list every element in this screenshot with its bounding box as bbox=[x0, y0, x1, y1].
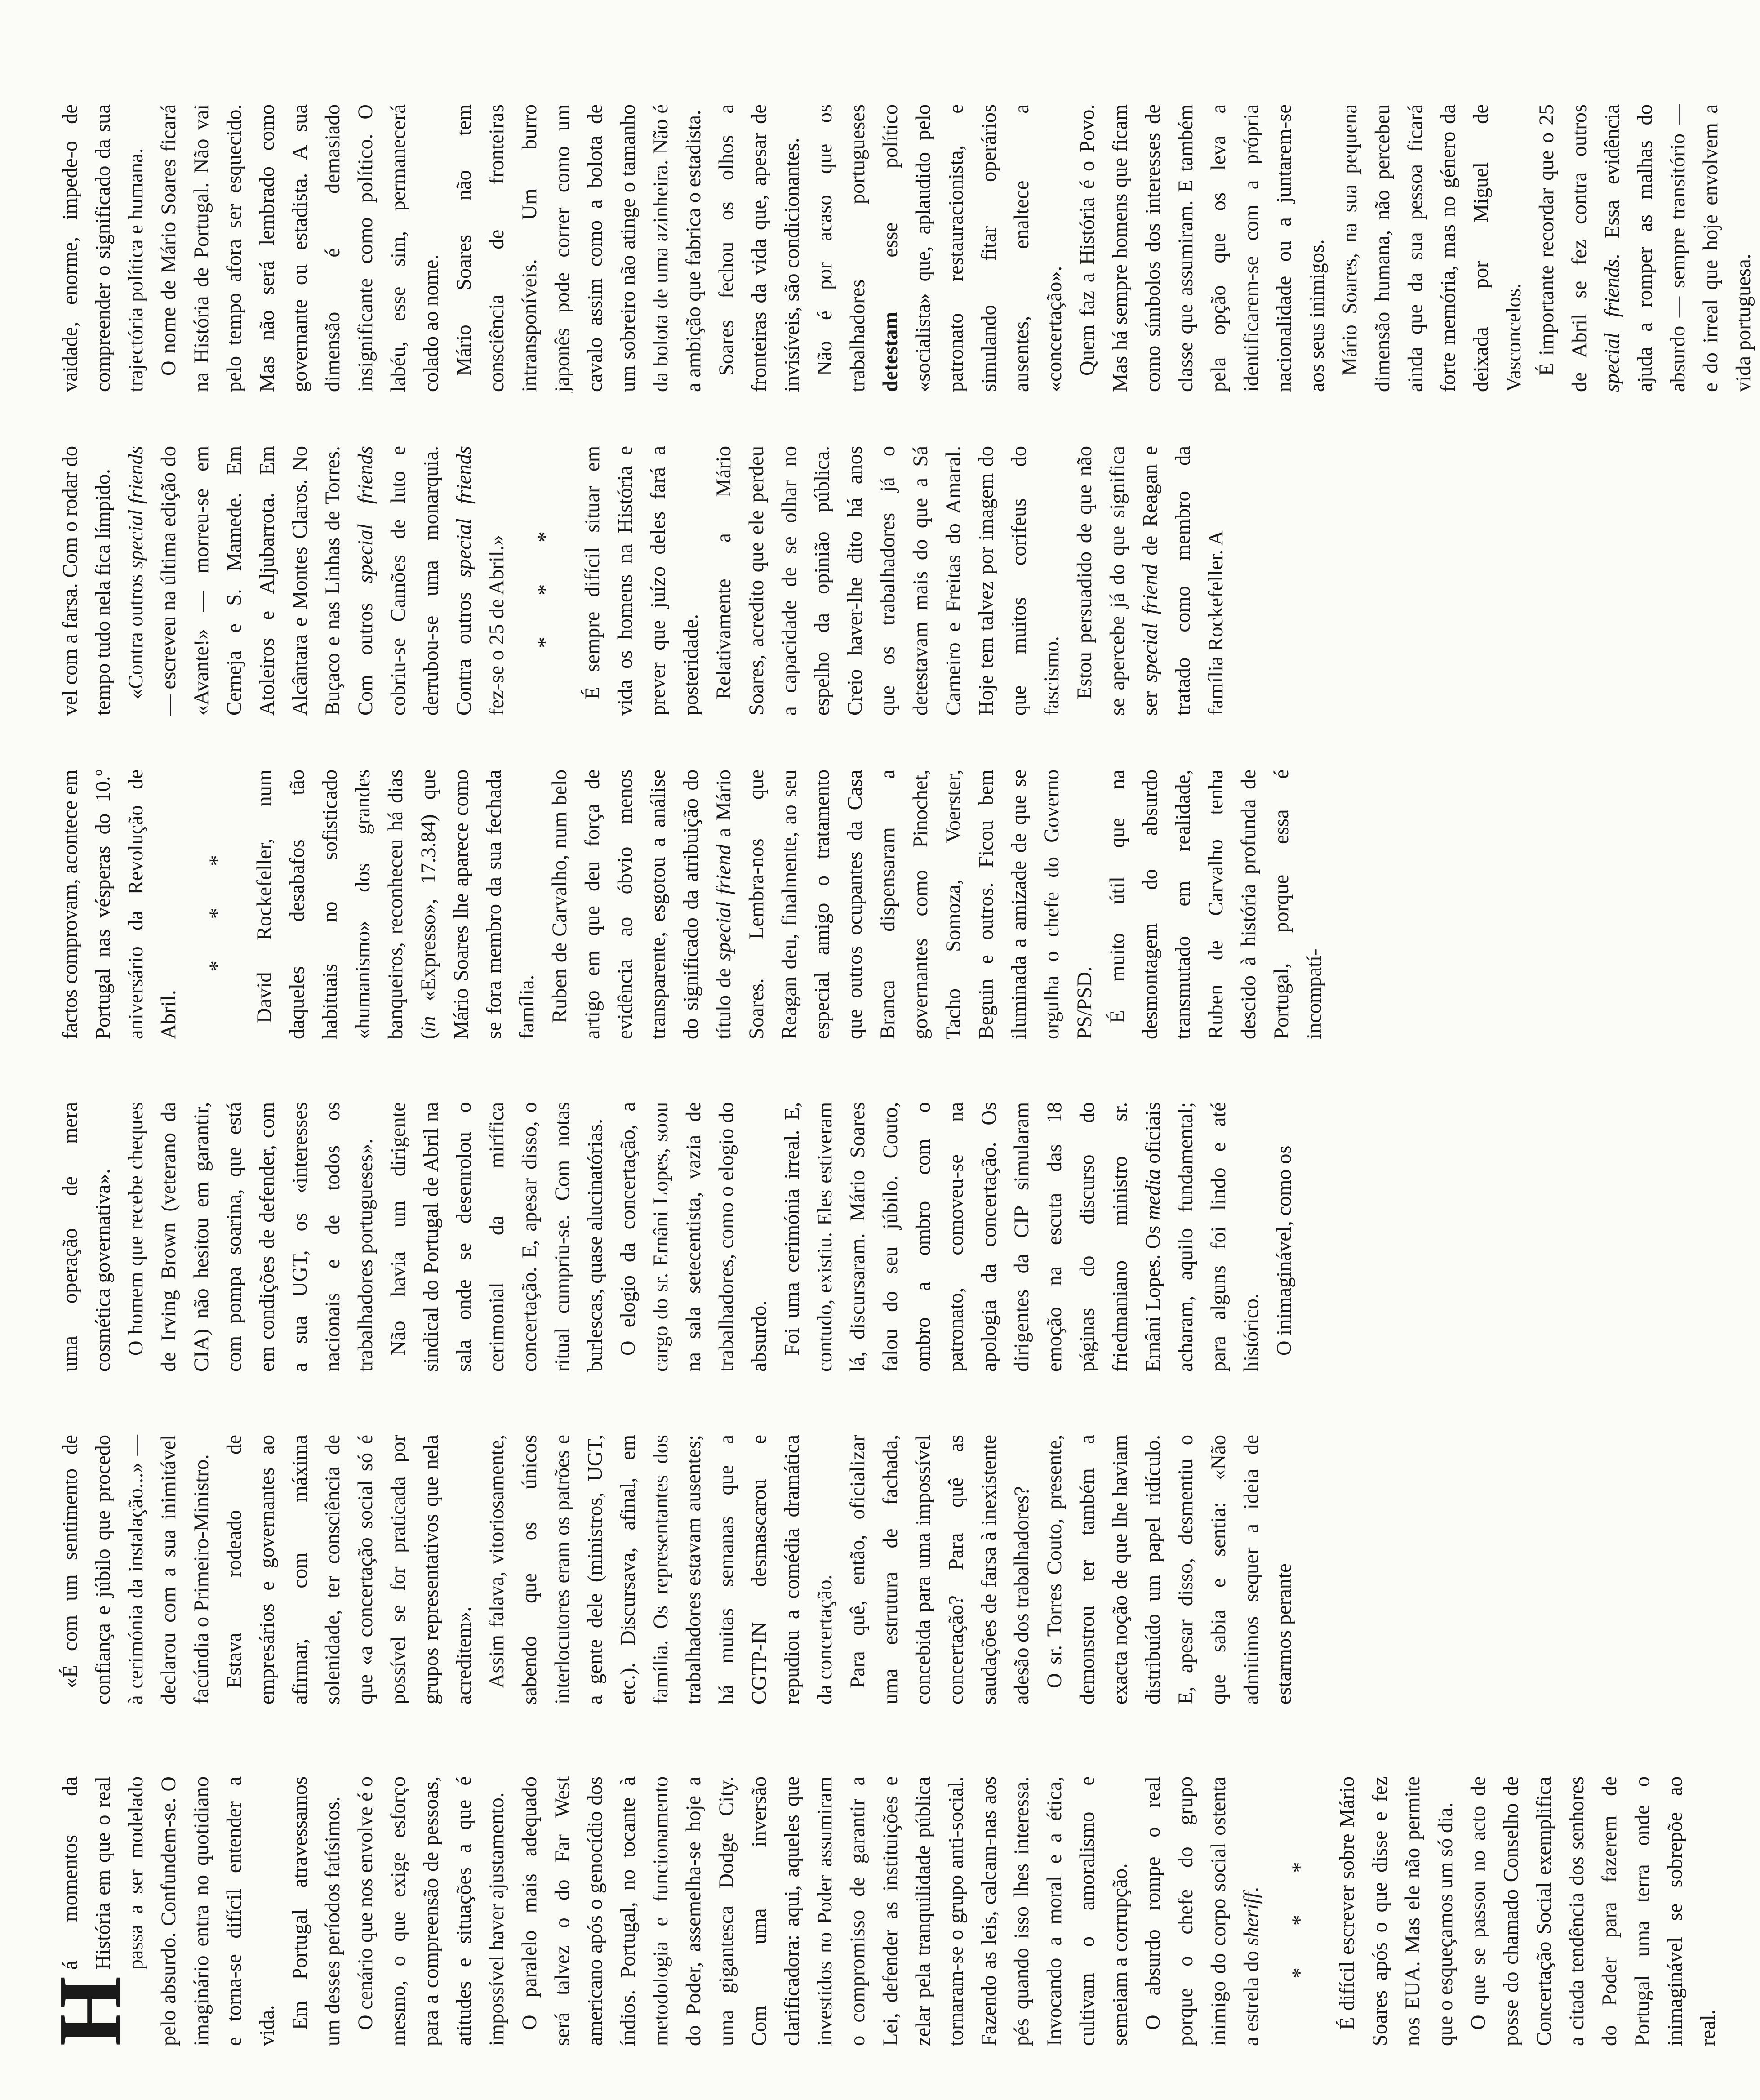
paragraph: É difícil escrever sobre Mário Soares após o que disse e fez nos EUA. Mas ele não permite que o esqueçamos um só dia. bbox=[1336, 1776, 1457, 2046]
paragraph: Quem faz a História é o Povo. Mas há sempre homens que ficam como símbolos dos interesses de classe que assumiram. E também pela opção que os leva a identificarem-se com a própria nacionalidade ou a juntarem-se aos seus inimigos. bbox=[1076, 104, 1329, 392]
paragraph: Mário Soares não tem consciência de fronteiras intransponíveis. Um burro japonês pode correr como um cavalo assim como a bolota de um sobreiro não atinge o tamanho da bolota de uma azinheira. Não é a ambição que fabrica o estadista. bbox=[453, 104, 705, 392]
paragraph: É muito útil que na desmontagem do absurdo transmutado em realidade, Ruben de Carvalho tenha descido à história profunda de Portugal, porque essa é incompatí- bbox=[1106, 770, 1326, 1039]
paragraph: O elogio da concertação, a cargo do sr. Ernâni Lopes, soou na sala setecentista, vazia de trabalhadores, como o elogio do absurdo. bbox=[617, 1102, 771, 1372]
paragraph: Relativamente a Mário Soares, acredito que ele perdeu a capacidade de se olhar no espelho da opinião pública. Creio haver-lhe dito há anos que os trabalhadores já o detestavam mais do que a Sá Carneiro e Freitas do Amaral. Hoje tem talvez por imagem do que muitos corifeus do fascismo. bbox=[712, 446, 1063, 716]
paragraph: vel com a farsa. Com o rodar do tempo tudo nela fica límpido. bbox=[59, 446, 115, 716]
paragraph: Não havia um dirigente sindical do Portugal de Abril na sala onde se desenrolou o cerimonial da mirífica concertação. E, apesar disso, o ritual cumpriu-se. Com notas burlescas, quase alucinatórias. bbox=[387, 1102, 607, 1372]
paragraph: O cenário que nos envolve é o mesmo, o que exige esforço para a compreensão de pessoas, atitudes e situações a que é impossível haver ajustamento. bbox=[354, 1776, 508, 2046]
paragraph: Mário Soares, na sua pequena dimensão humana, não percebeu ainda que da sua pessoa ficará forte memória, mas no género da deixada por Miguel de Vasconcelos. bbox=[1338, 104, 1525, 392]
paragraph: Estava rodeado de empresários e governantes ao afirmar, com máxima solenidade, ter consciência de que «a concertação social só é possível se for praticada por grupos representativos que nela acreditem». bbox=[223, 1435, 476, 1704]
paragraph: O homem que recebe cheques de Irving Brown (veterano da CIA) não hesitou em garantir, com pompa soarina, que está em condições de defender, com a sua UGT, os «interesses nacionais e de todos os trabalhadores portugueses». bbox=[124, 1102, 377, 1372]
paragraph: O que se passou no acto de posse do chamado Conselho de Concertação Social exemplifica a citada tendência dos senhores do Poder para fazerem de Portugal uma terra onde o inimaginável se sobrepõe ao real. bbox=[1467, 1776, 1720, 2046]
article-column-1 bbox=[40, 1776, 1724, 2046]
paragraph: É importante recordar que o 25 de Abril se fez contra outros special friends. Essa evidência ajuda a romper as malhas do absurdo — sempre transitório — e do irreal que hoje envolvem a vida portuguesa. bbox=[1535, 104, 1755, 392]
paragraph: O sr. Torres Couto, presente, demonstrou ter também a exacta noção de que lhe haviam distribuído um papel ridículo. E, apesar disso, desmentiu o que sabia e sentia: «Não admitimos sequer a ideia de estarmos perante bbox=[1043, 1435, 1296, 1704]
drop-cap: H bbox=[40, 1976, 140, 2046]
paragraph: H á momentos da História em que o real passa a ser modelado pelo absurdo. Confundem-se. O imaginário entra no quotidiano e torna-se difícil entender a vida. bbox=[40, 1776, 279, 2046]
article-column-5 bbox=[54, 446, 1232, 716]
article-column-6 bbox=[54, 104, 1760, 392]
paragraph: uma operação de mera cosmética governativa». bbox=[59, 1102, 115, 1372]
paragraph: Assim falava, vitoriosamente, sabendo que os únicos interlocutores eram os patrões e a gente dele (ministros, UGT, etc.). Discursava, afinal, em família. Os representantes dos trabalhadores estavam ausentes; há muitas semanas que a CGTP-IN desmascarou e repudiou a comédia dramática da concertação. bbox=[485, 1435, 836, 1704]
article-column-2 bbox=[54, 1435, 1301, 1704]
section-separator: * * * bbox=[532, 513, 557, 648]
paragraph: O absurdo rompe o real porque o chefe do grupo inimigo do corpo social ostenta a estrela do sheriff. bbox=[1142, 1776, 1263, 2046]
paragraph: Foi uma cerimónia irreal. E, contudo, existiu. Eles estiveram lá, discursaram. Mário Soares falou do seu júbilo. Couto, ombro a ombro com o patronato, comoveu-se na apologia da concertação. Os dirigentes da CIP simularam emoção na escuta das 18 páginas do discurso do friedmaniano ministro sr. Ernâni Lopes. Os media oficiais acharam, aquilo fundamental; para alguns foi lindo e até histórico. bbox=[781, 1102, 1263, 1372]
paragraph: Para quê, então, oficializar uma estrutura de fachada, concebida para uma impossível concertação? Para quê as saudações de farsa à inexistente adesão dos trabalhadores? bbox=[846, 1435, 1033, 1704]
paragraph: «É com um sentimento de confiança e júbilo que procedo à cerimónia da instalação...» — declarou com a sua inimitável facúndia o Primeiro-Ministro. bbox=[59, 1435, 213, 1704]
paragraph: Em Portugal atravessamos um desses períodos fatísimos. bbox=[289, 1776, 344, 2046]
section-separator: * * * bbox=[1287, 1844, 1312, 1979]
paragraph: Ruben de Carvalho, num belo artigo em que deu força de evidência ao óbvio menos transparente, esgotou a análise do significado da atribuição do título de special friend a Mário Soares. Lembra-nos que Reagan deu, finalmente, ao seu especial amigo o tratamento que outros ocupantes da Casa Branca dispensaram a governantes como Pinochet, Tacho Somoza, Voerster, Beguin e outros. Ficou bem iluminada a amizade de que se orgulha o chefe do Governo PS/PSD. bbox=[548, 770, 1096, 1039]
paragraph: Soares fechou os olhos a fronteiras da vida que, apesar de invisíveis, são condicionantes. bbox=[715, 104, 804, 392]
paragraph: vaidade, enorme, impede-o de compreender o significado da sua trajectória política e humana. bbox=[59, 104, 147, 392]
article-column-3 bbox=[54, 1102, 1301, 1372]
paragraph: O nome de Mário Soares ficará na História de Portugal. Não vai pelo tempo afora ser esquecido. Mas não será lembrado como governante ou estadista. A sua dimensão é demasiado insignificante como político. O labéu, esse sim, permanecerá colado ao nome. bbox=[157, 104, 443, 392]
paragraph: O inimaginável, como os bbox=[1273, 1145, 1296, 1356]
paragraph: «Contra outros special friends — escreveu na última edição do «Avante!» — morreu-se em Cerneja e S. Mamede. Em Atoleiros e Aljubarrota. Em Alcântara e Montes Claros. No Buçaco e nas Linhas de Torres. Com outros special friends cobriu-se Camões de luto e derrubou-se uma monarquia. Contra outros special friends fez-se o 25 de Abril.» bbox=[124, 446, 508, 716]
paragraph: Estou persuadido de que não se apercebe já do que significa ser special friend de Reagan e tratado como membro da família Rockefeller. A bbox=[1073, 446, 1227, 716]
paragraph: Não é por acaso que os trabalhadores portugueses detestam esse político «socialista» que, aplaudido pelo patronato restauracionista, e simulando fitar operários ausentes, enaltece a «concertação». bbox=[813, 104, 1066, 392]
article-column-4 bbox=[54, 770, 1331, 1039]
paragraph: David Rockefeller, num daqueles desabafos tão habituais no sofisticado «humanismo» dos grandes banqueiros, reconheceu há dias (in «Expresso», 17.3.84) que Mário Soares lhe aparece como se fora membro da sua fechada família. bbox=[253, 770, 538, 1039]
section-separator: * * * bbox=[204, 837, 229, 972]
paragraph: factos comprovam, acontece em Portugal nas vésperas do 10.º aniversário da Revolução de Abril. bbox=[59, 770, 180, 1039]
paragraph: O paralelo mais adequado será talvez o do Far West americano após o genocídio dos índios. Portugal, no tocante à metodologia e funcionamento do Poder, assemelha-se hoje a uma gigantesca Dodge City. Com uma inversão clarificadora: aqui, aqueles que investidos no Poder assumiram o compromisso de garantir a Lei, defender as instituições e zelar pela tranquilidade pública tornaram-se o grupo anti-social. Fazendo as leis, calcam-nas aos pés quando isso lhes interessa. Invocando a moral e a ética, cultivam o amoralismo e semeiam a corrupção. bbox=[518, 1776, 1132, 2046]
paragraph: É sempre difícil situar em vida os homens na História e prever que juízo deles fará a posteridade. bbox=[581, 446, 702, 716]
